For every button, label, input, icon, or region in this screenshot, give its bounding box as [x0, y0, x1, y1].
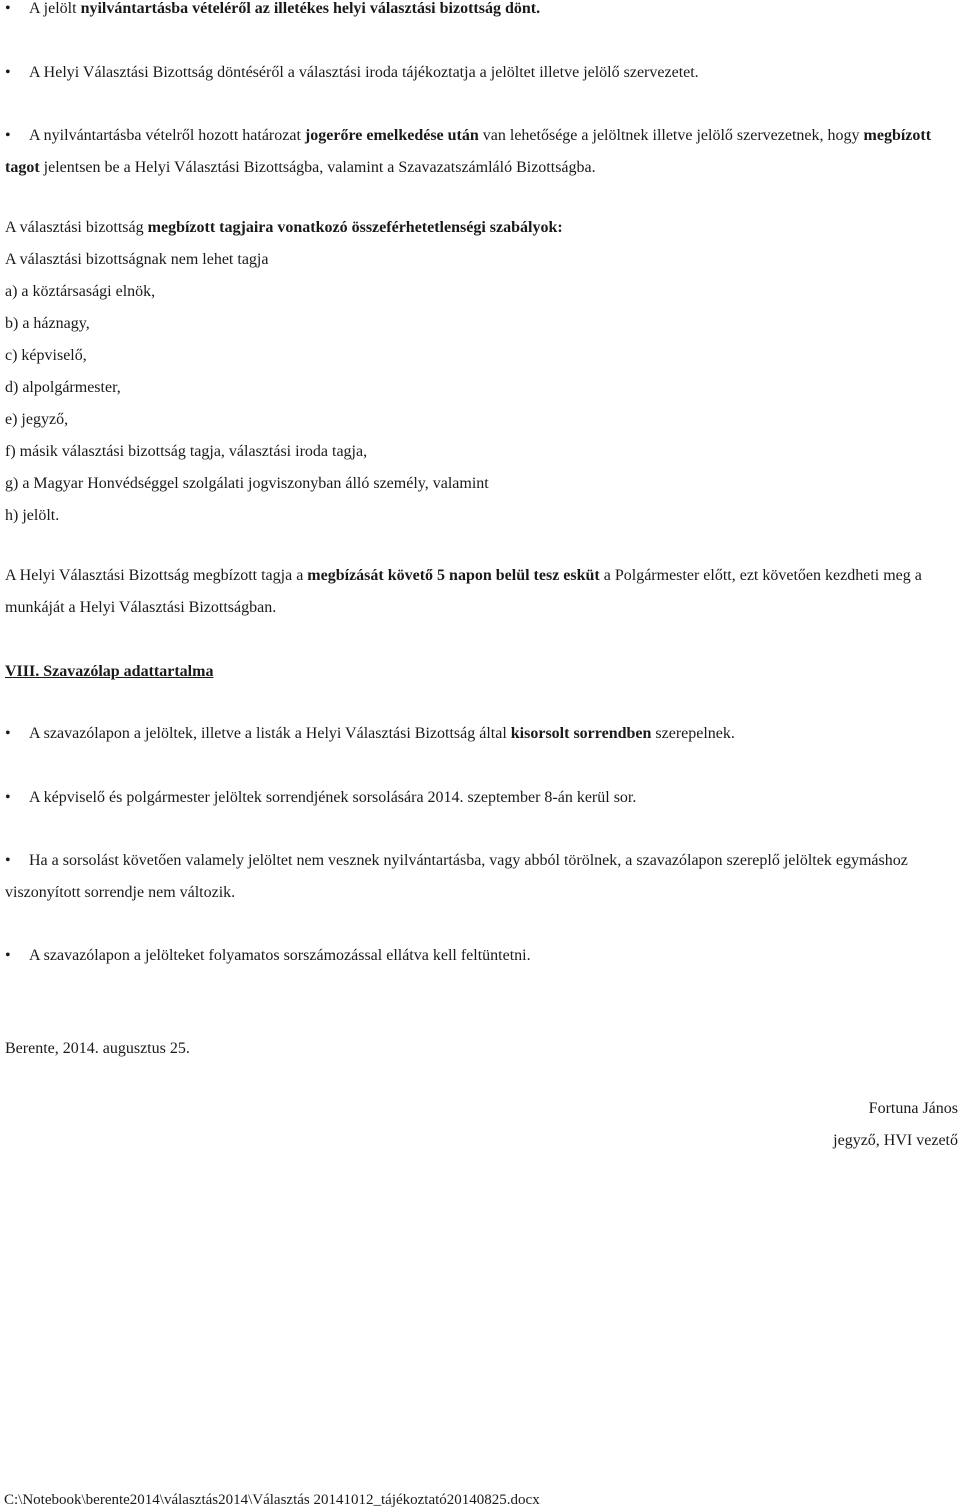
- text-run: A nyilvántartásba vételről hozott határozat: [29, 127, 305, 144]
- list-item: h) jelölt.: [5, 507, 60, 524]
- footer-file-path: C:\Notebook\berente2014\választás2014\Választás 20141012_tájékoztató20140825.docx: [4, 1492, 540, 1508]
- text-run: Ha a sorsolást követően valamely jelöltet nem vesznek nyilvántartásba, vagy abból törölnek, a szavazólapon szereplő jelöltek egymáshoz viszonyított sorrendje nem változik.: [5, 852, 908, 901]
- incompatibility-lead: A választási bizottságnak nem lehet tagja: [5, 251, 269, 268]
- bullet-item-registration-decision: [5, 0, 955, 25]
- signature-title: jegyző, HVI vezető: [833, 1132, 958, 1149]
- list-item: a) a köztársasági elnök,: [5, 283, 156, 300]
- list-item: g) a Magyar Honvédséggel szolgálati jogviszonyban álló személy, valamint: [5, 475, 489, 492]
- bold-text-run: megbízott tagjaira vonatkozó összeférhetetlenségi szabályok:: [147, 219, 563, 236]
- bullet-icon: •: [5, 127, 11, 144]
- bold-text-run: megbízott tagot: [5, 127, 932, 176]
- bold-text-run: nyilvántartásba vételéről az illetékes helyi választási bizottság dönt.: [80, 0, 541, 17]
- bold-text-run: jogerőre emelkedése után: [304, 127, 479, 144]
- bullet-item-order-unchanged: [5, 845, 955, 909]
- oath-paragraph: [5, 560, 955, 624]
- text-run: A választási bizottság: [5, 219, 148, 236]
- text-run: jelentsen be a Helyi Választási Bizottságba, valamint a Szavazatszámláló Bizottságba.: [39, 159, 596, 176]
- list-item: d) alpolgármester,: [5, 379, 121, 396]
- text-run: A Helyi Választási Bizottság megbízott tagja a: [5, 567, 308, 584]
- bullet-item-numbering: [5, 940, 955, 972]
- text-run: a Polgármester előtt, ezt követően kezdheti meg a munkáját a Helyi Választási Bizottságban.: [5, 567, 922, 616]
- bullet-item-notification: [5, 57, 955, 89]
- bullet-item-draw-date: [5, 782, 955, 814]
- bullet-icon: •: [5, 725, 11, 742]
- list-item: e) jegyző,: [5, 411, 69, 428]
- text-run: van lehetősége a jelöltnek illetve jelölő szervezetnek, hogy: [478, 127, 864, 144]
- section-heading-text: VIII. Szavazólap adattartalma: [5, 663, 214, 680]
- signature-block: [833, 1093, 958, 1157]
- bullet-icon: •: [5, 789, 11, 806]
- section-heading: [5, 656, 955, 688]
- incompatibility-intro: [5, 212, 955, 244]
- bullet-item-ballot-order: [5, 718, 955, 750]
- bold-text-run: megbízását követő 5 napon belül tesz esküt: [307, 567, 600, 584]
- signature-name: Fortuna János: [868, 1100, 958, 1117]
- list-item: b) a háznagy,: [5, 315, 90, 332]
- bullet-icon: •: [5, 64, 11, 81]
- bold-text-run: kisorsolt sorrendben: [510, 725, 652, 742]
- bullet-item-delegated-member: [5, 120, 955, 184]
- text-run: A Helyi Választási Bizottság döntéséről a választási iroda tájékoztatja a jelöltet illetve jelölő szervezetet.: [29, 64, 699, 81]
- list-item: c) képviselő,: [5, 347, 87, 364]
- incompatibility-section: [5, 212, 955, 532]
- list-item: f) másik választási bizottság tagja, választási iroda tagja,: [5, 443, 368, 460]
- text-run: A szavazólapon a jelölteket folyamatos sorszámozással ellátva kell feltüntetni.: [29, 947, 531, 964]
- bullet-icon: •: [5, 0, 11, 17]
- text-run: A képviselő és polgármester jelöltek sorrendjének sorsolására 2014. szeptember 8-án kerül sor.: [29, 789, 637, 806]
- text-run: A jelölt: [29, 0, 81, 17]
- place-date: Berente, 2014. augusztus 25.: [5, 1040, 190, 1057]
- bullet-icon: •: [5, 947, 11, 964]
- text-run: A szavazólapon a jelöltek, illetve a listák a Helyi Választási Bizottság által: [29, 725, 511, 742]
- bullet-icon: •: [5, 852, 11, 869]
- text-run: szerepelnek.: [651, 725, 735, 742]
